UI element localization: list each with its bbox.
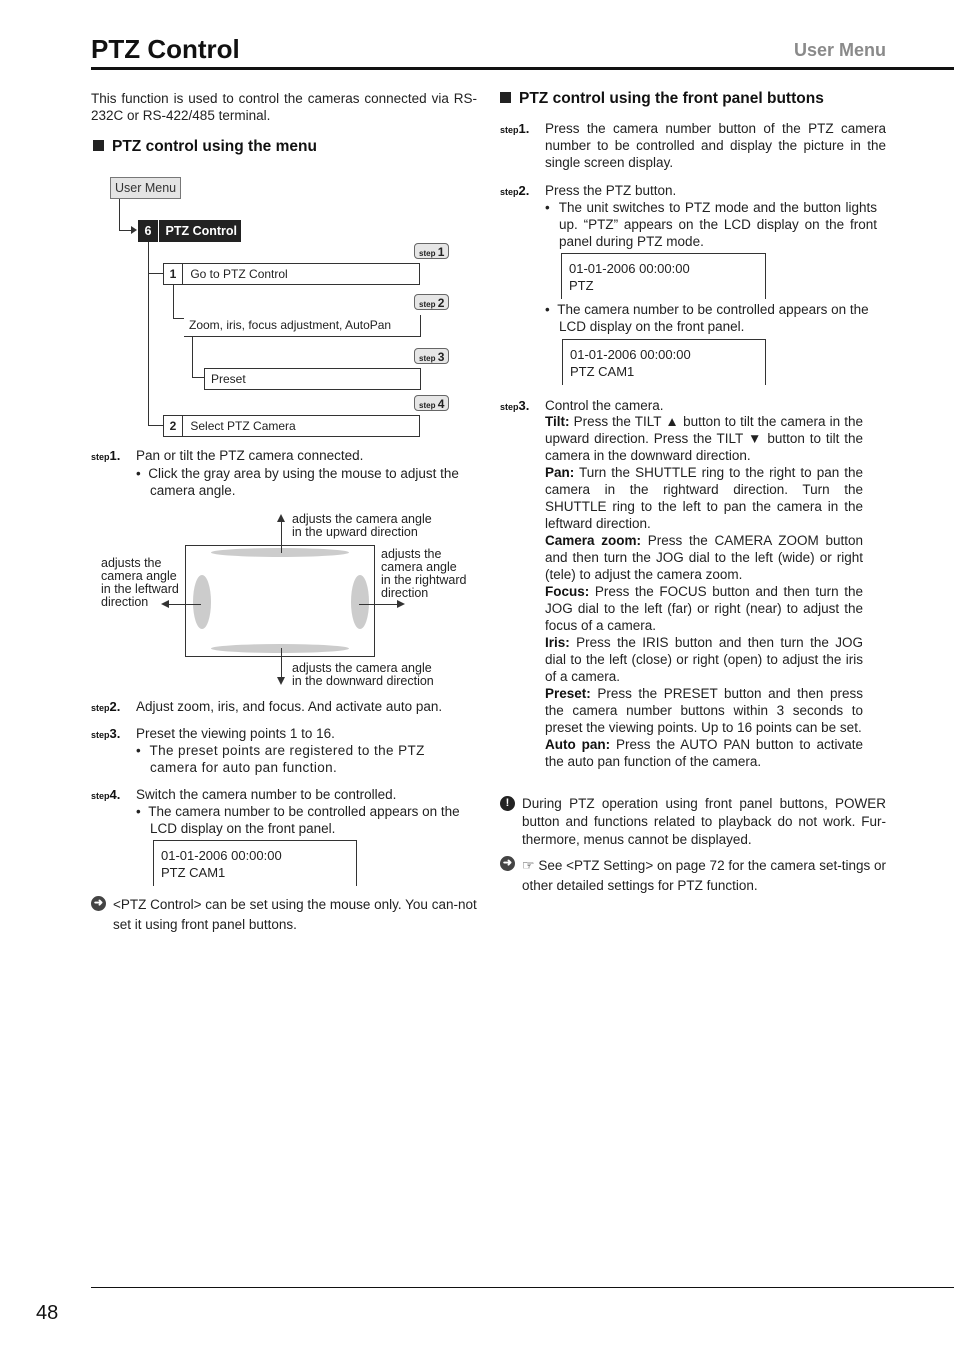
lcd-display-ptz-cam: [562, 339, 766, 385]
tree-line: [192, 337, 193, 377]
tree-line: [119, 199, 120, 230]
r-step-1-text: Press the camera number button of the PTZ camera number to be controlled and display the picture in the single screen display.: [545, 121, 886, 170]
camera-angle-diagram: [91, 508, 481, 693]
lcd-line-1: 01-01-2006 00:00:00: [161, 848, 282, 863]
caution-icon: !: [500, 796, 515, 811]
section-name: User Menu: [793, 40, 886, 60]
step-tag-2: step 2: [414, 294, 449, 310]
see-reference-note: ☞ See <PTZ Setting> on page 72 for the camera set-tings or other detailed settings for PTZ function.: [522, 857, 886, 893]
tilt-up-area[interactable]: [211, 548, 349, 557]
menu-item-preset: Preset: [204, 368, 421, 390]
iris-description: Iris: Press the IRIS button and then turn the JOG dial to the left (close) or right (open) to adjust the iris of a camera.: [545, 635, 863, 684]
pointing-hand-icon: ☞: [522, 857, 535, 873]
lcd-display-ptz: [561, 253, 766, 299]
r-step-1-label: step1.: [500, 121, 530, 136]
footer-rule: [91, 1287, 954, 1288]
tilt-down-area[interactable]: [211, 644, 349, 653]
r-step-2-text: Press the PTZ button.: [545, 183, 677, 198]
step-1-bullet: • Click the gray area by using the mouse to adjust the camera angle.: [136, 466, 459, 498]
menu-item-go-to-ptz: [163, 263, 420, 285]
menu-number: 6: [138, 220, 159, 242]
tilt-description: Tilt: Press the TILT ▲ button to tilt the camera in the upward direction. Press the TILT ▼ button to tilt the camera in the downward direction.: [545, 414, 863, 463]
front-panel-heading-text: PTZ control using the front panel buttons: [519, 90, 824, 107]
focus-description: Focus: Press the FOCUS button and then turn the JOG dial to the left (far) or right (near) to adjust the focus of a camera.: [545, 584, 863, 633]
r-step-3-text: Control the camera.: [545, 398, 664, 413]
tree-line: [148, 242, 149, 425]
step-tag-4: step 4: [414, 395, 449, 411]
step-tag-3: step 3: [414, 348, 449, 364]
lcd-line-1: 01-01-2006 00:00:00: [569, 261, 690, 276]
step-4-label: step4.: [91, 787, 121, 802]
zoom-description: Camera zoom: Press the CAMERA ZOOM button and then turn the JOG dial to the left (wide) or right (tele) to adjust the camera zoom.: [545, 533, 863, 582]
menu-tree-diagram: [91, 175, 471, 440]
intro-paragraph: This function is used to control the cameras connected via RS-232C or RS-422/485 terminal.: [91, 91, 477, 123]
step-2-label: step2.: [91, 699, 121, 714]
menu-item-zoom-iris-focus: Zoom, iris, focus adjustment, AutoPan: [184, 315, 421, 337]
triangle-up-icon: ▲: [665, 414, 680, 429]
step-4-text: Switch the camera number to be controlled.: [136, 787, 397, 802]
arrow-right-icon: [397, 600, 405, 608]
lcd-line-1: 01-01-2006 00:00:00: [570, 347, 691, 362]
pan-right-area[interactable]: [351, 575, 369, 629]
step-4-bullet: • The camera number to be controlled appears on the LCD display on the front panel.: [136, 804, 460, 836]
autopan-description: Auto pan: Press the AUTO PAN button to activate the auto pan function of the camera.: [545, 737, 863, 769]
lcd-line-2: PTZ CAM1: [570, 364, 635, 379]
r-step-2-label: step2.: [500, 183, 530, 198]
up-caption: adjusts the camera angle in the upward direction: [292, 512, 432, 539]
step-3-bullet: • The preset points are registered to the PTZ camera for auto pan function.: [136, 743, 425, 775]
lcd-display-left: [153, 840, 357, 886]
r-step-3-label: step3.: [500, 398, 530, 413]
step-2-text: Adjust zoom, iris, and focus. And activate auto pan.: [136, 699, 443, 714]
menu-label: PTZ Control: [165, 224, 237, 238]
step-1-label: step1.: [91, 448, 121, 463]
page-number: 48: [36, 1302, 59, 1324]
step-3-text: Preset the viewing points 1 to 16.: [136, 726, 335, 741]
arrow-up-line: [281, 517, 282, 553]
r-step-2-bullet-1: • The unit switches to PTZ mode and the button lights up. “PTZ” appears on the LCD display on the front panel during PTZ mode.: [545, 200, 877, 249]
arrow-up-icon: [277, 514, 285, 522]
r-step-2-bullet-2: • The camera number to be controlled appears on the LCD display on the front panel.: [545, 302, 869, 334]
left-caption: adjusts the camera angle in the leftward direction: [101, 556, 179, 609]
menu-number: 2: [164, 416, 183, 436]
tree-line: [148, 273, 163, 274]
arrow-right-icon: [131, 226, 137, 234]
screen-area: [185, 545, 375, 657]
menu-root-user-menu: User Menu: [110, 177, 181, 199]
menu-label: Go to PTZ Control: [190, 267, 288, 281]
menu-item-select-ptz-camera: [163, 415, 420, 437]
step-3-label: step3.: [91, 726, 121, 741]
memo-note-icon: ➜: [91, 896, 106, 911]
preset-description: Preset: Press the PRESET button and then press the camera number buttons within 3 seconds to preset the viewing points. Up to 16 points can be set.: [545, 686, 863, 735]
square-bullet-icon: [93, 140, 104, 151]
page-title: PTZ Control: [91, 34, 240, 64]
tree-line: [173, 285, 174, 318]
menu-label: Select PTZ Camera: [190, 419, 296, 433]
pan-description: Pan: Turn the SHUTTLE ring to the right to pan the camera in the rightward direction. Turn the SHUTTLE ring to the left to pan the camera in the leftward direction.: [545, 465, 863, 531]
camera-controls-list: [545, 413, 863, 770]
tree-line: [192, 377, 204, 378]
lcd-line-2: PTZ: [569, 278, 594, 293]
note-mouse-only: <PTZ Control> can be set using the mouse only. You can-not set it using front panel buttons.: [113, 897, 477, 932]
step-tag-1: step 1: [414, 243, 449, 259]
down-caption: adjusts the camera angle in the downward direction: [292, 661, 434, 688]
arrow-right-line: [359, 604, 399, 605]
front-panel-section-heading: [500, 90, 824, 108]
menu-heading-text: PTZ control using the menu: [112, 138, 317, 155]
header-rule: [91, 67, 954, 70]
caution-note: During PTZ operation using front panel buttons, POWER button and functions related to playback do not work. Fur-thermore, menus cannot be displayed.: [522, 796, 886, 847]
square-bullet-icon: [500, 92, 511, 103]
tree-line: [148, 425, 163, 426]
menu-item-ptz-control: [138, 220, 241, 242]
arrow-down-icon: [277, 677, 285, 685]
memo-note-icon: ➜: [500, 856, 515, 871]
lcd-line-2: PTZ CAM1: [161, 865, 226, 880]
right-caption: adjusts the camera angle in the rightward direction: [381, 547, 467, 600]
pan-left-area[interactable]: [193, 575, 211, 629]
triangle-down-icon: ▼: [747, 431, 763, 446]
tree-line: [173, 318, 184, 319]
menu-number: 1: [164, 264, 183, 284]
menu-section-heading: [93, 138, 317, 156]
step-1-text: Pan or tilt the PTZ camera connected.: [136, 448, 364, 463]
